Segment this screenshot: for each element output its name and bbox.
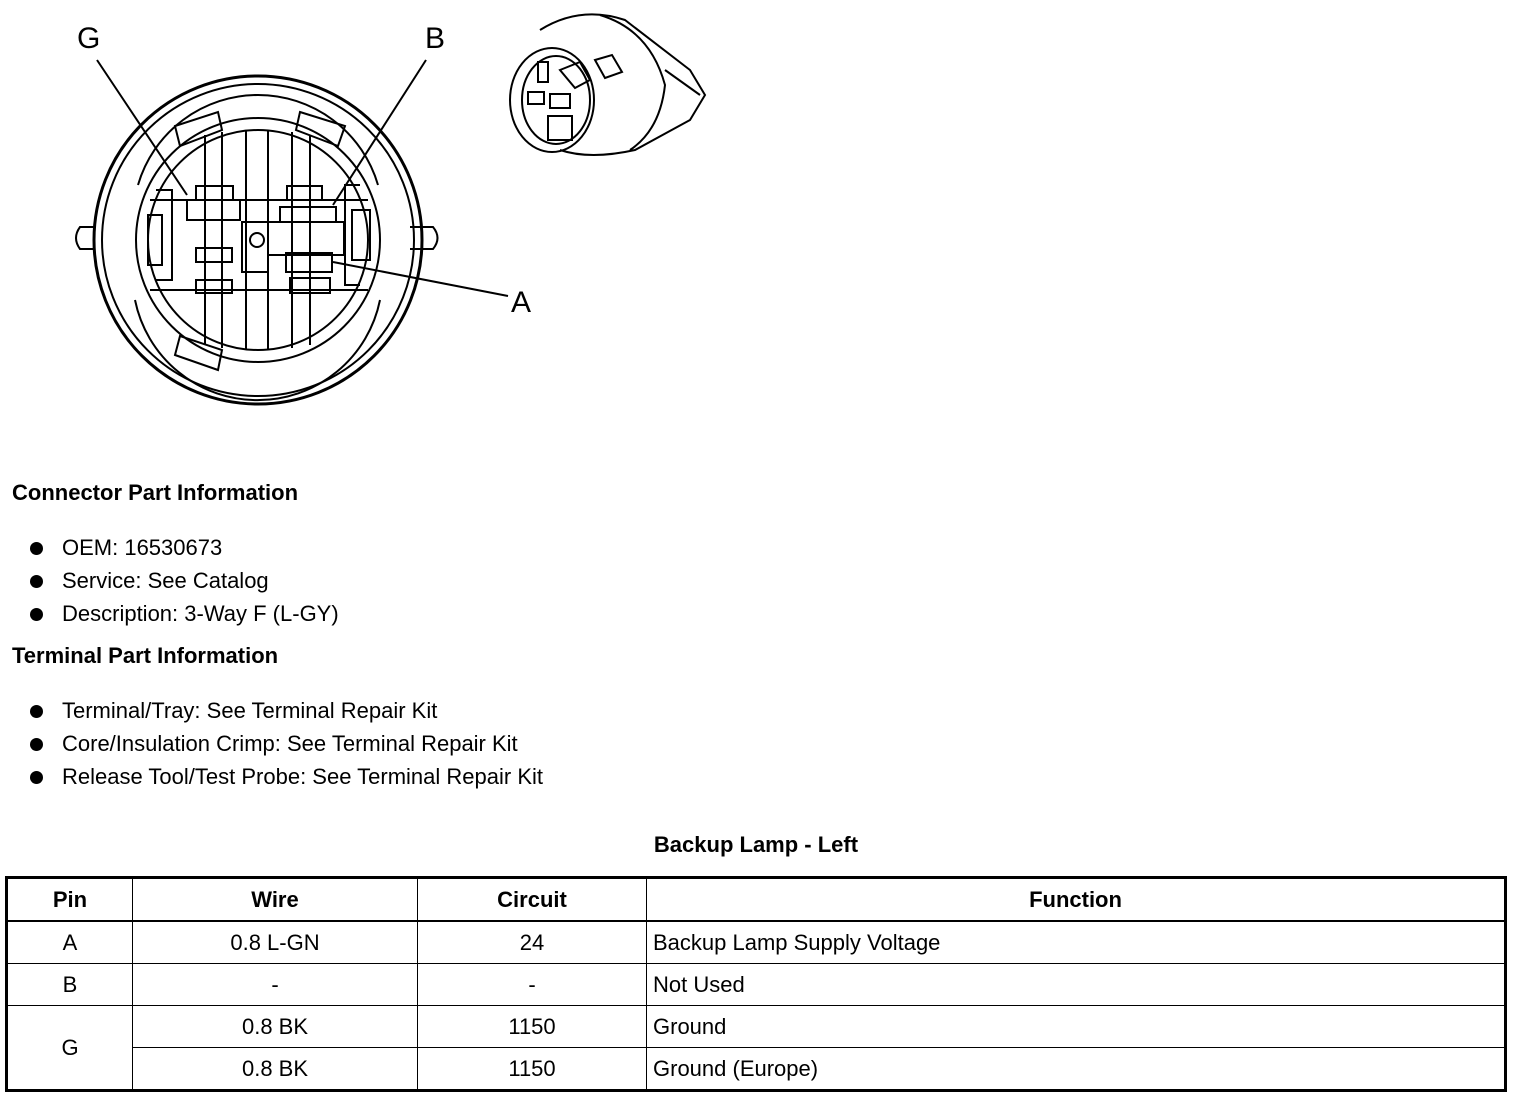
circuit-cell: - — [418, 964, 647, 1006]
callout-g: G — [77, 22, 101, 55]
column-header-circuit: Circuit — [418, 878, 647, 922]
column-header-wire: Wire — [133, 878, 418, 922]
list-item: Description: 3-Way F (L-GY) — [30, 597, 339, 630]
connector-diagram — [0, 0, 720, 420]
list-item: Terminal/Tray: See Terminal Repair Kit — [30, 694, 543, 727]
wire-cell: 0.8 BK — [133, 1048, 418, 1091]
function-cell: Backup Lamp Supply Voltage — [647, 921, 1506, 964]
outer-ring — [94, 76, 422, 404]
wire-cell: 0.8 BK — [133, 1006, 418, 1048]
circuit-cell: 24 — [418, 921, 647, 964]
terminal-info-list — [30, 694, 543, 793]
pin-cell: A — [7, 921, 133, 964]
pin-cell: B — [7, 964, 133, 1006]
table-row — [7, 1048, 1506, 1091]
pin-table — [5, 876, 1507, 1092]
function-cell: Ground — [647, 1006, 1506, 1048]
left-ear — [76, 227, 95, 249]
wire-cell: 0.8 L-GN — [133, 921, 418, 964]
connector-face — [148, 130, 368, 350]
connector-isometric — [510, 14, 705, 155]
connector-info-list — [30, 531, 339, 630]
list-item: OEM: 16530673 — [30, 531, 339, 564]
function-cell: Not Used — [647, 964, 1506, 1006]
callout-a: A — [511, 286, 532, 319]
table-title: Backup Lamp - Left — [653, 832, 859, 857]
column-header-function: Function — [647, 878, 1506, 922]
function-cell: Ground (Europe) — [647, 1048, 1506, 1091]
wire-cell: - — [133, 964, 418, 1006]
connector-info-heading: Connector Part Information — [12, 480, 299, 505]
terminal-info-heading: Terminal Part Information — [12, 643, 279, 668]
list-item: Release Tool/Test Probe: See Terminal Repair Kit — [30, 760, 543, 793]
column-header-pin: Pin — [7, 878, 133, 922]
list-item: Core/Insulation Crimp: See Terminal Repair Kit — [30, 727, 543, 760]
table-row — [7, 964, 1506, 1006]
pin-cell: G — [7, 1006, 133, 1091]
list-item: Service: See Catalog — [30, 564, 339, 597]
table-row — [7, 1006, 1506, 1048]
circuit-cell: 1150 — [418, 1048, 647, 1091]
table-header-row — [7, 878, 1506, 922]
table-row — [7, 921, 1506, 964]
center-hole — [250, 233, 264, 247]
callout-b: B — [425, 22, 446, 55]
circuit-cell: 1150 — [418, 1006, 647, 1048]
